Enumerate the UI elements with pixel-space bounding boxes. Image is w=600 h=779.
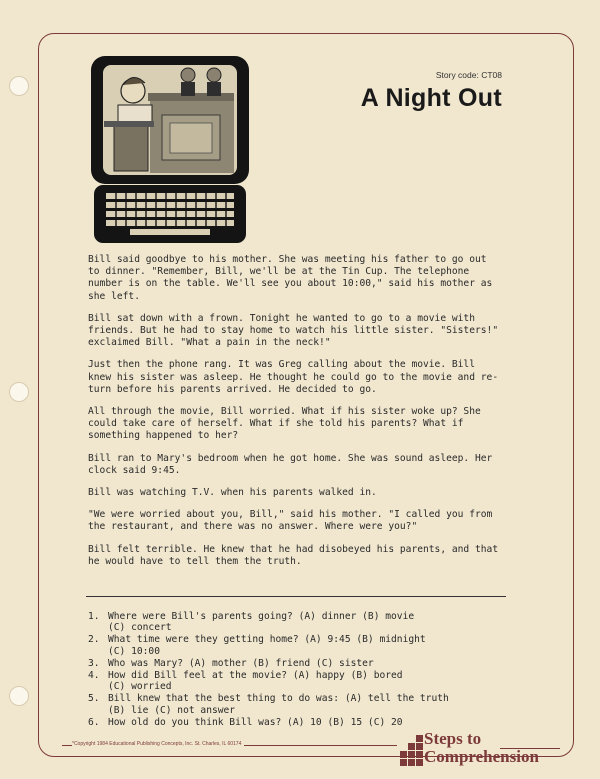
story-text [88, 254, 508, 578]
question-item [88, 658, 528, 669]
question-number: 4. [88, 669, 100, 681]
brand-logo [424, 730, 539, 766]
story-paragraph: Just then the phone rang. It was Greg calling about the movie. Bill knew his sister was asleep. He thought he could go to the movie and re- turn before his parents arrived. He decided to go. [88, 359, 499, 395]
story-paragraph: All through the movie, Bill worried. What if his sister woke up? She could take care of herself. What if she told his parents? What if something happened to her? [88, 406, 481, 442]
copyright-notice: *Copyright 1984 Educational Publishing Concepts, Inc. St. Charles, IL 60174 [72, 741, 244, 747]
page-title: A Night Out [360, 84, 502, 112]
story-paragraph: "We were worried about you, Bill," said his mother. "I called you from the restaurant, and there was no answer. Where were you?" [88, 509, 493, 533]
question-item [88, 717, 528, 728]
brand-logo-line2: Comprehension [424, 747, 539, 766]
question-number: 2. [88, 634, 100, 646]
question-text: How did Bill feel at the movie? (A) happy (B) bored (C) worried [108, 669, 403, 693]
question-list [88, 611, 528, 729]
story-paragraph: Bill felt terrible. He knew that he had disobeyed his parents, and that he would have to tell them the truth. [88, 543, 499, 567]
story-paragraph: Bill sat down with a frown. Tonight he wanted to go to a movie with friends. But he had to stay home to watch his little sister. "Sisters!" exclaimed Bill. "What a pain in the neck!" [88, 312, 499, 349]
question-number: 3. [88, 657, 100, 669]
question-text: How old do you think Bill was? (A) 10 (B) 15 (C) 20 [108, 716, 403, 728]
question-text: Where were Bill's parents going? (A) dinner (B) movie (C) concert [108, 611, 415, 634]
story-paragraph: Bill said goodbye to his mother. She was meeting his father to go out to dinner. "Remember, Bill, we'll be at the Tin Cup. The telephone number is on the table. We'll see you about 10:00," said his mother as she left. [88, 254, 493, 302]
punch-hole-bottom [9, 686, 29, 706]
question-text: What time were they getting home? (A) 9:45 (B) midnight (C) 10:00 [108, 634, 426, 657]
question-number: 1. [88, 611, 100, 622]
story-paragraph: Bill was watching T.V. when his parents walked in. [88, 487, 377, 499]
story-code: Story code: CT08 [435, 70, 502, 80]
question-item [88, 611, 528, 634]
question-item [88, 670, 528, 693]
question-text: Bill knew that the best thing to do was: (A) tell the truth (B) lie (C) not answer [108, 693, 449, 716]
punch-hole-middle [9, 382, 29, 402]
divider-line [86, 596, 506, 597]
question-item [88, 693, 528, 716]
story-paragraph: Bill ran to Mary's bedroom when he got home. She was sound asleep. Her clock said 9:45. [88, 452, 493, 476]
brand-logo-line1: Steps to [424, 729, 482, 748]
computer-illustration [90, 55, 250, 245]
question-text: Who was Mary? (A) mother (B) friend (C) sister [108, 657, 374, 669]
question-number: 6. [88, 716, 100, 728]
punch-hole-top [9, 76, 29, 96]
question-number: 5. [88, 693, 100, 705]
question-item [88, 634, 528, 657]
